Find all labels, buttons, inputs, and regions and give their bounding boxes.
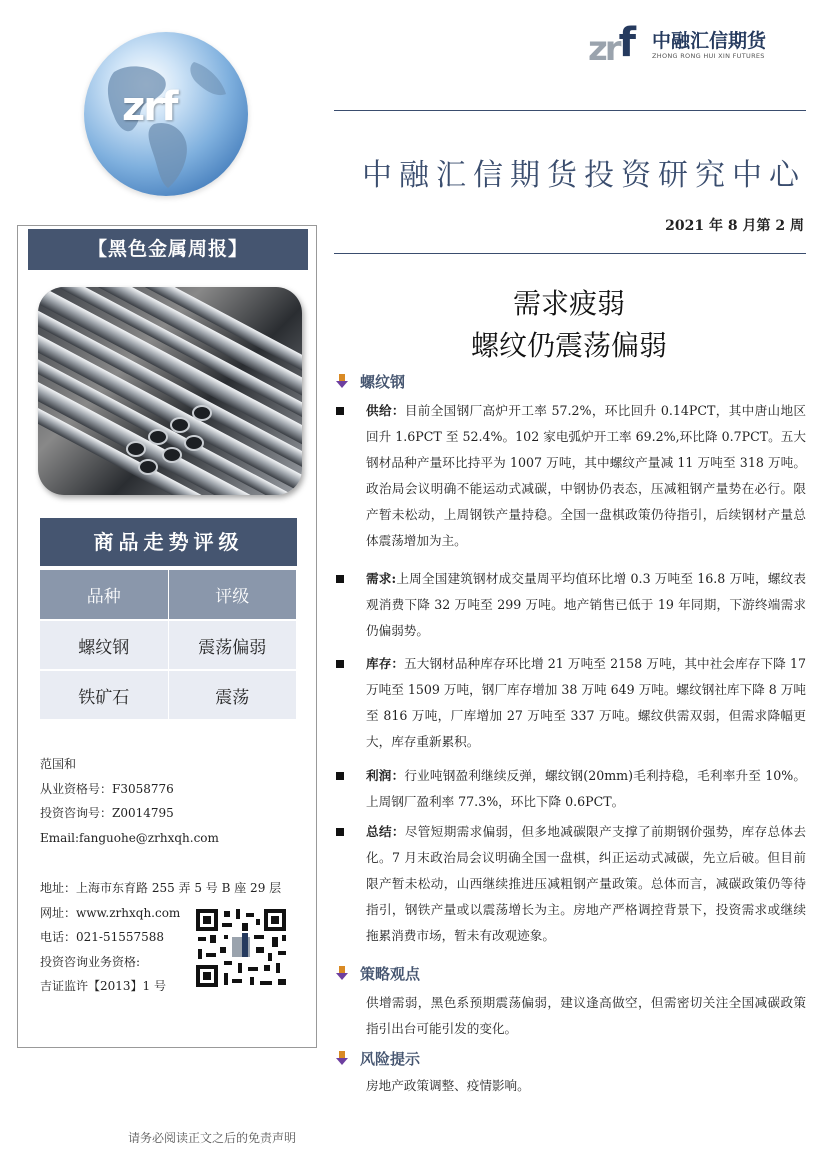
arrow-down-icon [336, 374, 348, 388]
analyst-qualification: 从业资格号：F3058776 [40, 781, 174, 796]
company-address: 地址：上海市东育路 255 弄 5 号 B 座 29 层 [40, 881, 282, 895]
square-bullet-icon [336, 575, 344, 583]
rating-title: 商品走势评级 [40, 518, 297, 566]
rating-header-commodity: 品种 [40, 570, 169, 621]
item-label: 利润： [366, 768, 405, 783]
section-strategy-title [336, 963, 420, 984]
analyst-consult-number: 投资咨询号：Z0014795 [40, 806, 174, 820]
header-divider-bottom [334, 253, 806, 254]
rebar-profit-text [336, 763, 806, 815]
rating-header-grade: 评级 [169, 570, 298, 621]
brand-name-en: ZHONG RONG HUI XIN FUTURES [652, 52, 765, 60]
item-body: 行业吨钢盈利继续反弹，螺纹钢(20mm)毛利持稳，毛利率升至 10%。上周钢厂盈利率 77.3%，环比下降 0.6PCT。 [366, 768, 807, 809]
square-bullet-icon [336, 407, 344, 415]
headline-line1: 需求疲弱 [512, 287, 625, 320]
section-rebar-label: 螺纹钢 [360, 373, 406, 391]
rebar-summary [336, 819, 806, 949]
org-title: 中融汇信期货投资研究中心 [362, 158, 806, 193]
brand-mark-zr: zr [588, 29, 619, 69]
issue-date: 2021 年 8 月第 2 周 [665, 218, 804, 234]
brand-mark-f: f [618, 20, 633, 66]
rating-commodity: 螺纹钢 [40, 621, 169, 671]
headline-line2: 螺纹仍震荡偏弱 [470, 329, 667, 362]
section-risk-label: 风险提示 [360, 1050, 421, 1068]
rebar-inventory [336, 651, 806, 755]
item-label: 总结： [366, 824, 405, 839]
globe-logo-text: zrf [122, 84, 177, 130]
steel-pipes-photo [38, 287, 302, 495]
globe-logo [84, 32, 248, 196]
rebar-demand [336, 566, 806, 644]
table-row [40, 671, 297, 721]
rebar-summary-text [336, 819, 806, 949]
section-strategy-label: 策略观点 [360, 965, 421, 983]
header-divider-top [334, 110, 806, 111]
brand-name-cn: 中融汇信期货 [652, 30, 767, 52]
analyst-info [40, 752, 219, 850]
rating-commodity: 铁矿石 [40, 671, 169, 721]
item-label: 库存： [366, 656, 405, 671]
item-label: 需求: [366, 571, 397, 586]
table-row [40, 621, 297, 671]
square-bullet-icon [336, 772, 344, 780]
item-body: 尽管短期需求偏弱，但多地减碳限产支撑了前期钢价强势，库存总体去化。7 月末政治局会议明确全国一盘棋，纠正运动式减碳，先立后破。但目前限产暂未松动，山西继续推进压减粗钢产量政策。总体而言，减碳政策仍等待指引，钢铁产量或以震荡增长为主。房地产严格调控背景下，投资需求或继续拖累消费市场，暂未有改观迹象。 [366, 824, 807, 943]
square-bullet-icon [336, 660, 344, 668]
rating-header-row [40, 570, 297, 621]
section-rebar-title [336, 371, 405, 392]
arrow-down-icon [336, 966, 348, 980]
item-label: 供给： [366, 403, 405, 418]
rating-grade: 震荡 [169, 671, 298, 721]
item-body: 上周全国建筑钢材成交量周平均值环比增 0.3 万吨至 16.8 万吨，螺纹表观消费下降 32 万吨至 299 万吨。地产销售已低于 19 年同期，下游终端需求仍偏弱势。 [366, 571, 806, 638]
rating-grade: 震荡偏弱 [169, 621, 298, 671]
company-license: 吉证监许【2013】1 号 [40, 979, 166, 993]
rebar-inventory-text [336, 651, 806, 755]
company-phone: 电话：021-51557588 [40, 930, 165, 944]
company-license-label: 投资咨询业务资格: [40, 954, 141, 969]
rebar-supply [336, 398, 806, 554]
risk-text: 房地产政策调整、疫情影响。 [366, 1078, 530, 1093]
analyst-name: 范国和 [40, 757, 77, 771]
strategy-text: 供增需弱，黑色系预期震荡偏弱，建议逢高做空，但需密切关注全国减碳政策指引出台可能引发的变化。 [366, 995, 806, 1036]
qr-code-icon [194, 907, 288, 989]
rebar-demand-text [336, 566, 806, 644]
item-body: 五大钢材品种库存环比增 21 万吨至 2158 万吨，其中社会库存下降 17 万吨至 1509 万吨，钢厂库存增加 38 万吨 649 万吨。螺纹钢社库下降 8 万吨至 816 万吨，厂库增加 27 万吨至 337 万吨。螺纹供需双弱，但需求降幅更大，库存重新累积。 [366, 656, 806, 749]
rating-table [40, 570, 297, 721]
brand-mark [588, 20, 633, 70]
square-bullet-icon [336, 828, 344, 836]
report-type-banner: 【黑色金属周报】 [28, 229, 308, 270]
brand-logo [588, 20, 788, 69]
rebar-supply-text [336, 398, 806, 554]
analyst-email[interactable]: Email:fanguohe@zrhxqh.com [40, 830, 219, 845]
item-body: 目前全国钢厂高炉开工率 57.2%，环比回升 0.14PCT，其中唐山地区回升 1.6PCT 至 52.4%。102 家电弧炉开工率 69.2%,环比降 0.7PCT。五大钢材品种产量环比持平为 1007 万吨，其中螺纹产量减 11 万吨至 318 万吨。政治局会议明确不能运动式减碳，中钢协仍表态，压减粗钢产量势在必行。限产暂未松动，上周钢铁产量持稳。全国一盘棋政策仍待指引，后续钢材产量总体震荡增加为主。 [366, 403, 806, 548]
rebar-profit [336, 763, 806, 815]
section-risk-title [336, 1048, 420, 1069]
company-website[interactable]: 网址：www.zrhxqh.com [40, 905, 181, 920]
disclaimer-note: 请务必阅读正文之后的免责声明 [128, 1131, 297, 1145]
arrow-down-icon [336, 1051, 348, 1065]
